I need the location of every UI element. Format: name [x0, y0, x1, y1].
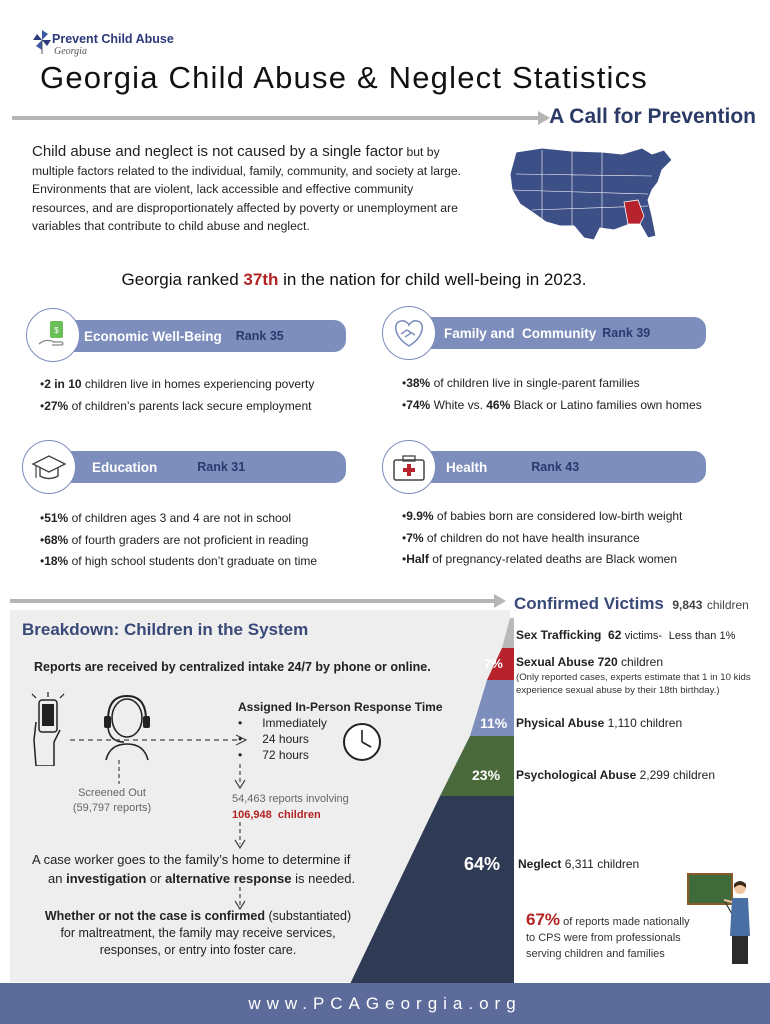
- list-item: •9.9% of babies born are considered low-birth weight: [402, 509, 683, 523]
- dashed-arrow-down: [232, 764, 248, 790]
- dashed-arrow-down: [232, 822, 248, 850]
- list-item: •2 in 10 children live in homes experiencing poverty: [40, 377, 315, 391]
- svg-text:$: $: [54, 326, 59, 335]
- ranking-statement: Georgia ranked 37th in the nation for child well-being in 2023.: [121, 270, 587, 289]
- dashed-arrow: [70, 732, 250, 748]
- percent-label: 23%: [472, 767, 501, 783]
- victim-sexual-abuse: Sexual Abuse 720 children: [516, 655, 664, 669]
- screened-out: Screened Out (59,797 reports): [72, 787, 152, 814]
- economic-bullets: [40, 374, 370, 417]
- family-bullets: [402, 373, 762, 416]
- percent-label: 11%: [480, 715, 508, 731]
- victim-neglect: Neglect 6,311 children: [518, 857, 640, 871]
- phone-hand-icon: [30, 692, 70, 766]
- pinwheel-icon: [32, 28, 52, 54]
- money-hand-icon: [26, 308, 80, 362]
- graduation-cap-icon: [22, 440, 76, 494]
- category-title: Education: [92, 459, 158, 475]
- list-item: •Half of pregnancy-related deaths are Black women: [402, 552, 678, 566]
- sexual-abuse-note: (Only reported cases, experts estimate that 1 in 10 kids experience sexual abuse by their 18th birthday.): [516, 672, 751, 696]
- victim-psychological-abuse: Psychological Abuse 2,299 children: [516, 768, 716, 782]
- intro-lead: Child abuse and neglect is not caused by a single factor: [32, 143, 404, 160]
- category-rank: Rank 43: [531, 460, 580, 474]
- confirmed-text: Whether or not the case is confirmed (substantiated) for maltreatment, the family may receive services, responses, or entry into foster care.: [44, 909, 352, 957]
- first-aid-kit-icon: [382, 440, 436, 494]
- victim-physical-abuse: Physical Abuse 1,110 children: [516, 716, 683, 730]
- list-item: •74% White vs. 46% Black or Latino families own homes: [402, 397, 702, 412]
- us-map-icon: [502, 140, 682, 250]
- intro-text: [32, 143, 472, 236]
- headset-agent-icon: [96, 690, 158, 762]
- segment-sex-trafficking: [502, 618, 514, 648]
- category-rank: Rank 31: [197, 460, 246, 474]
- education-bullets: [40, 508, 380, 573]
- category-economic: [64, 320, 346, 352]
- professionals-stat: 67% of reports made nationally to CPS were from professionals serving children and families: [526, 910, 690, 960]
- segment-neglect: [350, 796, 514, 984]
- segment-psychological-abuse: [440, 736, 514, 796]
- intake-text: Reports are received by centralized intake 24/7 by phone or online.: [34, 660, 431, 674]
- victims-title: Confirmed Victims 9,843 children: [514, 594, 749, 613]
- list-item: •27% of children’s parents lack secure employment: [40, 398, 312, 413]
- percent-label: 64%: [464, 854, 501, 874]
- list-item: • Immediately: [238, 716, 327, 730]
- victim-sex-trafficking: Sex Trafficking 62 victims- Less than 1%: [516, 628, 736, 642]
- heart-handshake-icon: [382, 306, 436, 360]
- health-bullets: [402, 506, 762, 571]
- intro-body: but by multiple factors related to the individual, family, community, and society at large. Environments that are violent, lack accessible and effective community resources, and are disproportionately affected by poverty or unemployment are variables that contribute to child abuse and neglect.: [32, 145, 462, 233]
- list-item: •38% of children live in single-parent families: [402, 376, 640, 390]
- caseworker-text: A case worker goes to the family’s home to determine if an investigation or alternative response is needed.: [32, 852, 356, 886]
- list-item: • 72 hours: [238, 748, 309, 762]
- footer-url[interactable]: www.PCAGeorgia.org: [0, 983, 770, 1024]
- logo-subtitle: Georgia: [54, 46, 87, 57]
- category-education: [64, 451, 346, 483]
- category-rank: Rank 39: [602, 326, 651, 340]
- logo-name: Prevent Child Abuse: [52, 32, 174, 46]
- dashed-connector: [112, 760, 126, 786]
- reports-received: 54,463 reports involving 106,948 children: [232, 793, 349, 821]
- list-item: •68% of fourth graders are not proficient in reading: [40, 532, 309, 547]
- ranking-value: 37th: [243, 270, 279, 289]
- page-title: Georgia Child Abuse & Neglect Statistics: [40, 60, 648, 95]
- response-title: Assigned In-Person Response Time: [238, 700, 443, 714]
- category-rank: Rank 35: [235, 329, 284, 343]
- victims-funnel-chart: [340, 618, 514, 984]
- percent-label: 7%: [484, 656, 503, 671]
- page-subtitle: A Call for Prevention: [549, 105, 756, 128]
- list-item: • 24 hours: [238, 732, 309, 746]
- arrow-line: [10, 592, 510, 610]
- category-title: Economic Well-Being: [84, 328, 222, 344]
- category-title: Family and Community: [444, 325, 597, 341]
- category-family-community: [414, 317, 706, 349]
- list-item: •51% of children ages 3 and 4 are not in school: [40, 511, 292, 525]
- list-item: •18% of high school students don’t graduate on time: [40, 554, 318, 568]
- section-title: Breakdown: Children in the System: [22, 620, 309, 639]
- arrow-line: [12, 108, 552, 128]
- list-item: •7% of children do not have health insurance: [402, 530, 640, 545]
- category-health: [414, 451, 706, 483]
- category-title: Health: [446, 459, 488, 475]
